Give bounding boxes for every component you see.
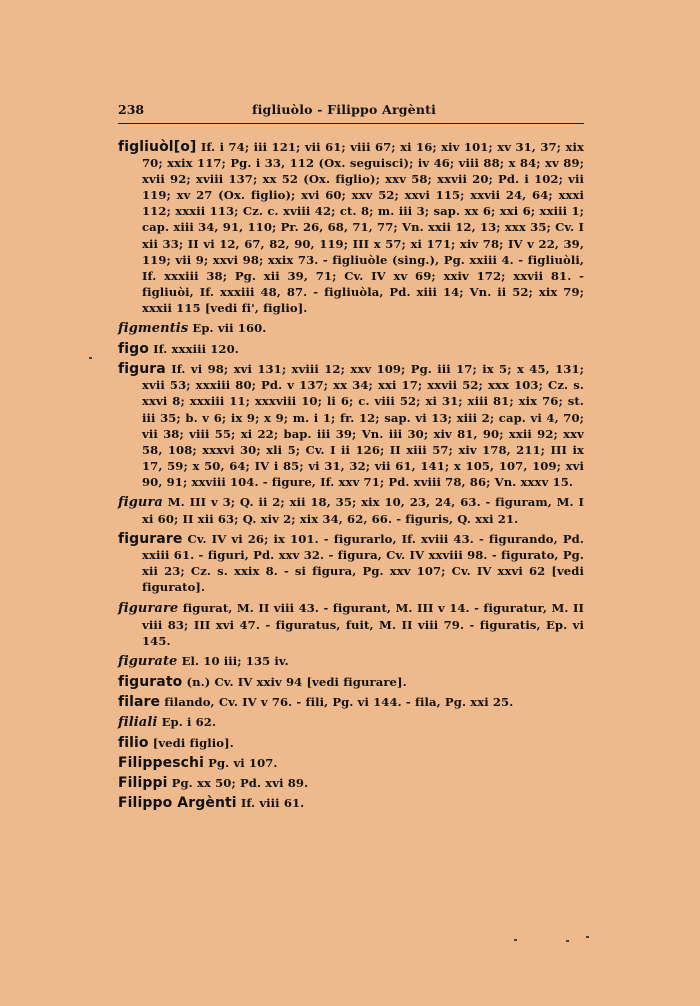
entry-headword: filare [118,694,161,710]
entry-filiali [118,714,584,731]
entry-headword: figura [118,494,163,510]
entry-body: Ep. vii 160. [192,321,267,336]
entry-body: (n.) Cv. IV xxiv 94 [vedi figurare]. [186,674,407,689]
entry-body: [vedi figlio]. [152,736,234,751]
entry-list [118,139,584,816]
entry-body: Pg. vi 107. [208,756,278,771]
entry-headword: Filippeschi [118,755,204,772]
entry-headword: figura [118,361,166,378]
entry-body: El. 10 iii; 135 iv. [181,653,289,668]
scan-speck [586,936,589,938]
entry-headword: figurato [118,673,183,690]
entry-figurare [118,531,584,595]
entry-body: If. vi 98; xvi 131; xviii 12; xxv 109; Pg. iii 17; ix 5; x 45, 131; xvii 53; xxxiii 80; Pd. v 137; xx 34; xxi 17; xxvii 52; xxx 103; Cz. s. xxvi 8; xxxiii 11; xxxviii 10; li 6; c. viii 52; xi 31; xiii 81; xix 76; st. iii 35; b. v 6; ix 9; x 9; m. i 1; fr. 12; sap. vi 13; xiii 2; cap. vi 4, 70; vii 38; viii 55; xi 22; bap. iii 39; Vn. iii 30; xiv 81, 90; xxii 92; xxv 58, 108; xxxvi 30; xli 5; Cv. I ii 126; II xiii 57; xiv 178, 211; III ix 17, 59; x 50, 64; IV i 85; vi 31, 32; vii 61, 141; x 105, 107, 109; xvi 90, 91; xxviii 104. - figure, If. xxv 71; Pd. xviii 78, 86; Vn. xxxv 15. [142,362,585,489]
page-header [118,102,584,122]
header-rule [118,123,584,124]
entry-body: If. viii 61. [240,796,305,811]
entry-figurato [118,674,584,690]
entry-body: filando, Cv. IV v 76. - fili, Pg. vi 144. - fila, Pg. xxi 25. [164,695,514,709]
entry-filippeschi [118,755,584,771]
page-number: 238 [118,102,145,117]
entry-body: Cv. IV vi 26; ix 101. - figurarlo, If. xviii 43. - figurando, Pd. xxiii 61. - figuri, Pd. xxv 32. - figura, Cv. IV xxviii 98. - figurato, Pg. xii 23; Cz. s. xxix 8. - si figura, Pg. xxv 107; Cv. IV xxvi 62 [vedi figurato]. [142,532,584,595]
entry-headword: Filippi [118,775,168,792]
entry-figura [118,361,584,490]
entry-headword: figmentis [118,321,189,337]
entry-headword: filio [118,735,149,752]
scan-speck [514,939,517,941]
entry-figurate [118,653,584,670]
entry-headword: figurate [118,653,178,669]
entry-figliuolo [118,139,584,316]
entry-figurare-latin [118,600,584,649]
entry-figura-latin [118,494,584,527]
entry-body: Ep. i 62. [161,715,217,730]
entry-body: If. xxxiii 120. [153,342,239,357]
scan-speck [89,357,92,359]
entry-body: figurat, M. II viii 43. - figurant, M. III v 14. - figuratur, M. II viii 83; III xvi 47. - figuratus, fuit, M. II viii 79. - figuratis, Ep. vi 145. [142,600,584,648]
entry-headword: filiali [118,715,158,731]
entry-filare [118,694,584,710]
entry-figo [118,341,584,357]
scan-speck [566,940,569,942]
running-title: figliuòlo - Filippo Argènti [252,102,437,117]
entry-filippi [118,775,584,791]
entry-body: M. III v 3; Q. ii 2; xii 18, 35; xix 10, 23, 24, 63. - figuram, M. I xi 60; II xii 63; Q. xiv 2; xix 34, 62, 66. - figuris, Q. xxi 21. [142,494,585,527]
entry-body: If. i 74; iii 121; vii 61; viii 67; xi 16; xiv 101; xv 31, 37; xix 70; xxix 117; Pg. i 33, 112 (Ox. seguisci); iv 46; viii 88; x 84; xv 89; xvii 92; xviii 137; xx 52 (Ox. figlio); xxv 58; xxvii 20; Pd. i 102; vii 119; xv 27 (Ox. figlio); xvi 60; xxv 52; xxvi 115; xxvii 24, 64; xxxi 112; xxxii 113; Cz. c. xviii 42; ct. 8; m. iii 3; sap. xx 6; xxi 6; xxiii 1; cap. xiii 34, 91, 110; Pr. 26, 68, 71, 77; Vn. xxii 12, 13; xxx 35; Cv. I xii 33; II vi 12, 67, 82, 90, 119; III x 57; xi 171; xiv 78; IV v 22, 39, 119; vii 9; xxvi 98; xxix 73. - figliuòle (sing.), Pg. xxiii 4. - figliuòli, If. xxxiii 38; Pg. xii 39, 71; Cv. IV xv 69; xxiv 172; xxvii 81. - figliuòi, If. xxxiii 48, 87. - figliuòla, Pd. xiii 14; Vn. ii 52; xix 79; xxxii 115 [vedi fi', figlio]. [142,140,584,315]
entry-filippo-argenti [118,795,584,811]
entry-headword: Filippo Argènti [118,795,237,812]
entry-body: Pg. xx 50; Pd. xvi 89. [171,776,309,791]
entry-headword: figurare [118,600,179,616]
entry-filio [118,735,584,751]
entry-figmentis [118,320,584,337]
entry-headword: figo [118,341,149,358]
entry-headword: figurare [118,531,183,548]
entry-headword: figliuòl[o] [118,139,197,155]
